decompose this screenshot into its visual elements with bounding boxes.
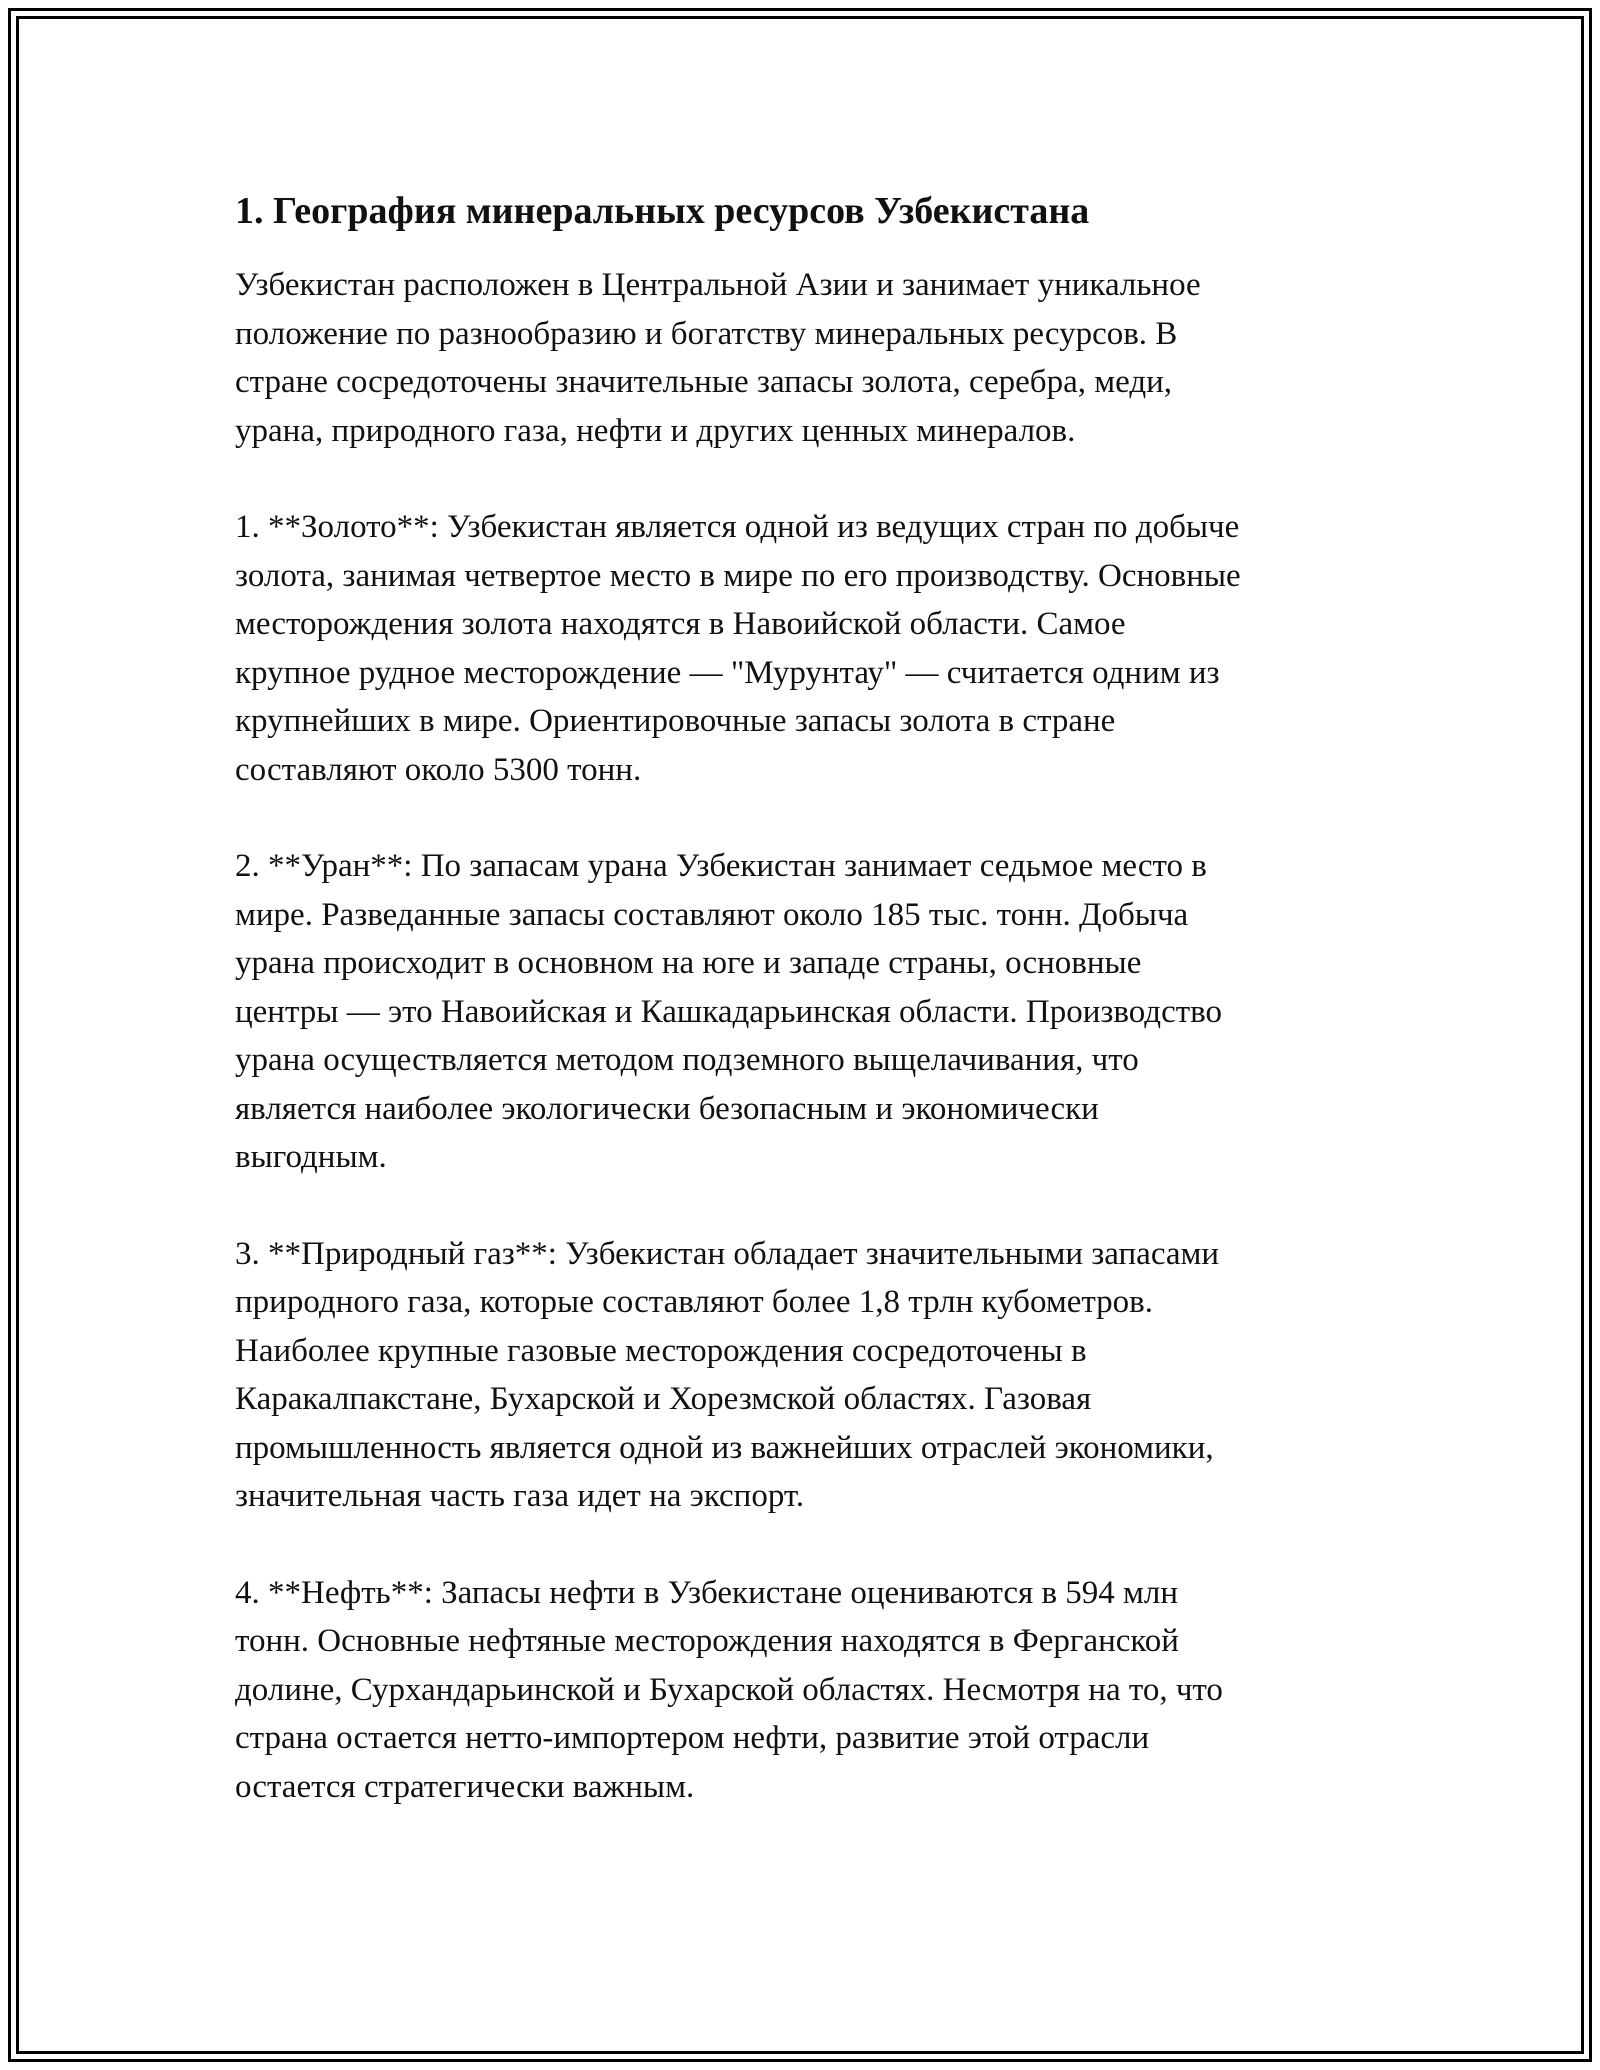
paragraph-uranium: 2. **Уран**: По запасам урана Узбекистан занимает седьмое место в мире. Разведанные запасы составляют около 185 тыс. тонн. Добыча урана происходит в основном на юге и западе страны, основные центры — это Навоийская и Кашкадарьинская области. Производство урана осуществляется методом подземного выщелачивания, что является наиболее экологически безопасным и экономически выгодным. xyxy=(235,848,1223,1175)
document-title: 1. География минеральных ресурсов Узбекистана xyxy=(235,190,1090,232)
paragraph-oil: 4. **Нефть**: Запасы нефти в Узбекистане оцениваются в 594 млн тонн. Основные нефтяные месторождения находятся в Ферганской долине, Сурхандарьинской и Бухарской областях. Несмотря на то, что страна остается нетто-импортером нефти, развитие этой отрасли остается стратегически важным. xyxy=(235,1574,1223,1805)
document-page xyxy=(235,185,1385,1859)
paragraph-gold: 1. **Золото**: Узбекистан является одной из ведущих стран по добыче золота, занимая четвертое место в мире по его производству. Основные месторождения золота находятся в Навоийской области. Самое крупное рудное месторождение — "Мурунтау" — считается одним из крупнейших в мире. Ориентировочные запасы золота в стране составляют около 5300 тонн. xyxy=(235,509,1241,788)
paragraph-natural-gas: 3. **Природный газ**: Узбекистан обладает значительными запасами природного газа, которые составляют более 1,8 трлн кубометров. Наиболее крупные газовые месторождения сосредоточены в Каракалпакстане, Бухарской и Хорезмской областях. Газовая промышленность является одной из важнейших отраслей экономики, значительная часть газа идет на экспорт. xyxy=(235,1235,1220,1514)
paragraph-intro: Узбекистан расположен в Центральной Азии и занимает уникальное положение по разнообразию и богатству минеральных ресурсов. В стране сосредоточены значительные запасы золота, серебра, меди, урана, природного газа, нефти и других ценных минералов. xyxy=(235,267,1201,449)
